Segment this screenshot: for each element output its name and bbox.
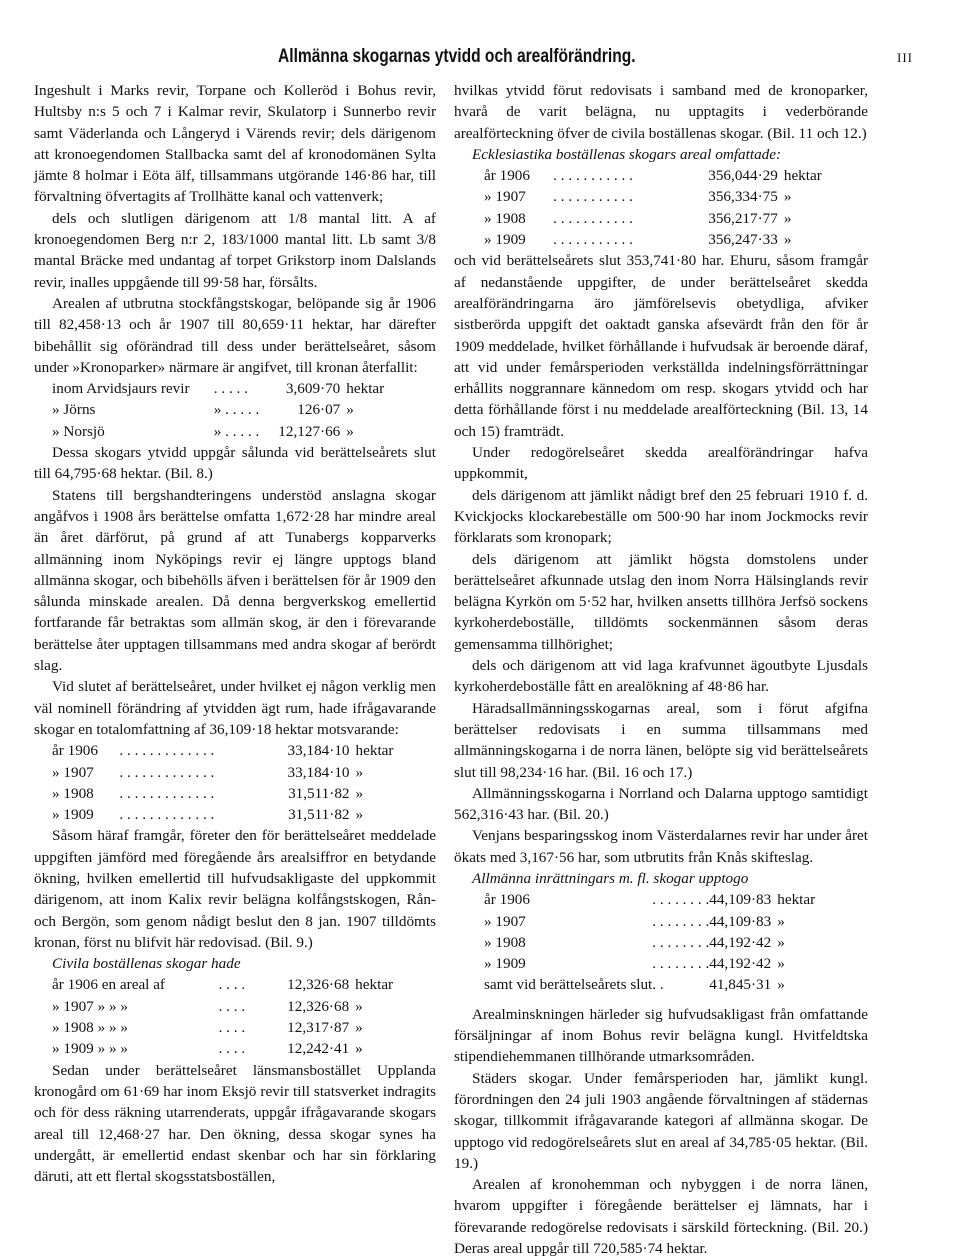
row-unit: »: [355, 763, 364, 781]
table-row: [52, 1038, 414, 1059]
table-row: [484, 953, 815, 974]
row-label: år 1906 en areal af: [52, 976, 165, 994]
row-label: » 1908: [484, 933, 526, 951]
row-label: samt vid berättelseårets slut: [484, 976, 653, 994]
paragraph: Ingeshult i Marks revir, Torpane och Kolleröd i Bohus revir, Hultsby n:s 5 och 7 i Kalmar revir, Skulatorp i Sunnerbo revir samt Väderlanda och Långeryd i Värends revir; dels därigenom att kronoegendomen Stallbacka samt del af kronodomänen Sylta jämte 8 holmar i Eöta älf, tillsammans utgörande 146·86 har, till förvaltning öfvertagits af Trollhätte kanal och vattenverk;: [34, 82, 436, 206]
dot-leader: . . . . . . . . . . . . .: [119, 763, 215, 781]
row-value: 356,044·29: [708, 167, 778, 185]
row-unit: »: [777, 912, 785, 930]
row-unit: »: [783, 209, 792, 227]
row-label: år 1906: [484, 891, 530, 909]
dot-leader: . . . . . . . . . . .: [553, 231, 633, 249]
row-label: » 1907 » » »: [52, 997, 128, 1015]
row-label: » Norsjö: [52, 422, 105, 440]
dot-leader: . . . . . . . .: [652, 933, 710, 951]
table-row: [52, 421, 392, 442]
row-unit: »: [783, 188, 792, 206]
row-unit: »: [346, 422, 354, 440]
dot-leader: . . . . . . . . . . . . .: [119, 806, 215, 824]
paragraph: Allmänna inrättningars m. fl. skogar upptogo: [472, 869, 749, 887]
row-unit: »: [355, 1040, 363, 1058]
dot-leader: » . . . . .: [213, 401, 260, 419]
dot-leader: . . . .: [218, 1040, 246, 1058]
row-unit: hektar: [355, 742, 394, 760]
paragraph: och vid berättelseårets slut 353,741·80 har. Ehuru, såsom framgår af nedanstående uppgifter, de under berättelseåret skedda arealförändringarna äro jämförelsevis obetydliga, afviker sistberörda uppgift det oaktadt ganska afsevärdt från den för år 1909 meddelade, hvilket förhållande i hufvudsak är beroende däraf, att vid under femårsperioden verkställda indelningsförrättningar erhållits noggrannare kännedom om resp. skogars ytvidd och har detta förhållande först i nu meddelade arealförteckning (Bil. 13, 14 och 15) framträdt.: [454, 252, 868, 440]
page-heading: Allmänna skogarnas ytvidd och arealförändring.: [278, 46, 636, 67]
table-row: [52, 974, 414, 995]
paragraph: Vid slutet af berättelseåret, under hvilket ej någon verklig men väl nominell förändring af ytvidden ägt rum, hade ifrågavarande skogar en totalomfattning af 36,109·18 hektar motsvarande:: [34, 678, 436, 738]
row-value: 126·07: [297, 401, 341, 419]
paragraph: dels och slutligen därigenom att 1/8 mantal litt. A af kronoegendomen Berg n:r 2, 183/1000 mantal litt. Lb samt 3/8 mantal Bräcke med undantag af torpet Grikstorp inom Dalslands revir, inalles uppgående till 99·58 har, försålts.: [34, 209, 436, 291]
row-unit: »: [355, 784, 364, 802]
left-column: [34, 80, 436, 1187]
table-row: [52, 996, 414, 1017]
row-unit: »: [783, 231, 792, 249]
row-value: 44,192·42: [709, 933, 772, 951]
row-label: » 1907: [484, 912, 526, 930]
row-value: 33,184·10: [287, 742, 350, 760]
dot-leader: . . . . .: [213, 380, 248, 398]
paragraph: Arealminskningen härleder sig hufvudsakligast från omfattande försäljningar af inom Bohus revir belägna kungl. Hvitfeldtska stipendiehemmanen tillhörande utmarksområden.: [454, 1005, 868, 1066]
row-value: 44,109·83: [709, 891, 772, 909]
row-value: 12,317·87: [287, 1019, 350, 1037]
row-value: 356,247·33: [708, 231, 778, 249]
row-label: » 1907: [52, 763, 94, 781]
row-value: 356,217·77: [708, 209, 778, 227]
area-table-inrattningar: [484, 889, 815, 995]
page-number: III: [897, 50, 913, 65]
row-label: » 1909: [484, 955, 526, 973]
paragraph: hvilkas ytvidd förut redovisats i samband med de kronoparker, hvarå de varit belägna, nu upptagits i vederbörande arealförteckning öfver de civila boställenas skogar. (Bil. 11 och 12.): [454, 82, 868, 142]
table-row: [52, 378, 392, 399]
dot-leader: . . . .: [218, 997, 246, 1015]
table-row: [484, 889, 815, 910]
table-row: [484, 974, 815, 995]
row-label: år 1906: [484, 167, 530, 185]
dot-leader: . . . . . . . . . . . . .: [119, 742, 215, 760]
table-row: [52, 804, 414, 825]
table-row: [52, 783, 414, 804]
area-table-civila: [52, 974, 414, 1059]
dot-leader: . . . . . . . . . . .: [553, 167, 633, 185]
paragraph: Häradsallmänningsskogarnas areal, som i förut afgifna berättelser redovisats i en summa tillsammans med allmänningskogarna i de norra länen, belöpte sig vid berättelseårets slut till 98,234·16 har. (Bil. 16 och 17.): [454, 699, 868, 781]
row-label: » Jörns: [52, 401, 96, 419]
running-header: [0, 46, 960, 72]
row-unit: »: [777, 955, 785, 973]
paragraph: Arealen af kronohemman och nybyggen i de norra länen, hvarom uppgifter i föregående berättelser ej lämnats, har i förevarande redogörelse redovisats i särskild förteckning. (Bil. 20.) Deras areal uppgår till 720,585·74 hektar.: [454, 1176, 868, 1258]
dot-leader: » . . . . .: [213, 422, 260, 440]
table-row: [52, 399, 392, 420]
row-unit: hektar: [777, 891, 816, 909]
paragraph: Allmänningsskogarna i Norrland och Dalarna upptogo samtidigt 562,316·43 har. (Bil. 20.): [454, 784, 868, 824]
row-unit: »: [355, 806, 364, 824]
table-row: [52, 762, 414, 783]
paragraph: Venjans besparingsskog inom Västerdalarnes revir har under året ökats med 3,167·56 har, som utbrutits från Knås skifteslag.: [454, 827, 868, 866]
dot-leader: . . . . . . . . . . . . .: [119, 784, 215, 802]
table-row: [484, 911, 815, 932]
row-unit: »: [355, 1019, 363, 1037]
paragraph: Sedan under berättelseåret länsmansbostället Upplanda kronogård om 61·69 har inom Eksjö revir till statsverket indragits och för dess räkning utarrenderats, uppgår ifrågavarande skogars areal till 12,468·27 har. Den ökning, dessa skogar synes ha undergått, är emellertid endast skenbar och har sin förklaring däruti, att ett flertal skogsstatsboställen,: [34, 1061, 436, 1186]
table-row: [52, 1017, 414, 1038]
row-label: » 1908 » » »: [52, 1019, 128, 1037]
area-table-ecklesiastika: [484, 165, 844, 250]
row-label: » 1908: [52, 784, 94, 802]
table-row: [52, 740, 414, 761]
row-value: 356,334·75: [708, 188, 778, 206]
dot-leader: . . . . . . . . . . .: [553, 209, 633, 227]
paragraph: Civila boställenas skogar hade: [52, 955, 241, 973]
row-label: » 1909 » » »: [52, 1040, 128, 1058]
paragraph: Ecklesiastika boställenas skogars areal omfattade:: [472, 145, 782, 163]
row-value: 12,326·68: [287, 997, 350, 1015]
paragraph: Städers skogar. Under femårsperioden har, jämlikt kungl. förordningen den 24 juli 1903 angående förvaltningen af städernas skogar, tillkommit ifrågavarande kategori af allmänna skogar. De upptogo vid redogörelseårets slut en areal af 34,785·05 hektar. (Bil. 19.): [454, 1069, 868, 1172]
row-value: 31,511·82: [288, 806, 350, 824]
dot-leader: . . . . . . . .: [652, 912, 710, 930]
row-label: » 1908: [484, 209, 526, 227]
table-row: [484, 229, 844, 250]
row-label: » 1909: [484, 231, 526, 249]
row-unit: »: [777, 976, 785, 994]
row-value: 41,845·31: [709, 976, 772, 994]
row-value: 33,184·10: [287, 763, 350, 781]
row-value: 12,242·41: [287, 1040, 350, 1058]
right-column: [454, 80, 868, 1259]
paragraph: Statens till bergshandteringens understöd anslagna skogar angåfvos i 1908 års berättelse omfatta 1,672·28 har mindre areal än året därförut, på grund af att Tunabergs kopparverks allmänning inom Nyköpings revir ej längre upptogs bland allmänna skogar, och bibehölls äfven i berättelsen för år 1909 den sålunda minskade arealen. Då denna bergverkskog emellertid fortfarande får betraktas som allmän skog, är den i förevarande berättelse åter upptagen tillsammans med andra skogar af berördt slag.: [34, 486, 436, 675]
row-label: inom Arvidsjaurs revir: [52, 380, 190, 398]
row-label: » 1909: [52, 806, 94, 824]
row-unit: hektar: [346, 380, 385, 398]
paragraph: dels och därigenom att vid laga krafvunnet ägoutbyte Ljusdals kyrkoherdeboställe fått en arealökning af 48·86 har.: [454, 657, 868, 696]
table-row: [484, 186, 844, 207]
row-unit: »: [355, 997, 363, 1015]
row-unit: hektar: [355, 976, 394, 994]
paragraph: Dessa skogars ytvidd uppgår sålunda vid berättelseårets slut till 64,795·68 hektar. (Bil. 8.): [34, 444, 436, 483]
table-row: [484, 165, 844, 186]
row-label: år 1906: [52, 742, 98, 760]
paragraph: dels därigenom att jämlikt högsta domstolens under berättelseåret afkunnade utslag den inom Norra Hälsinglands revir belägna Kyrkön om 5·52 har, hvilken ansetts tillhöra Jerfsö sockens kyrkoherdeboställe, tilldömts sockenmännen såsom deras gemensamma tillhörighet;: [454, 550, 868, 653]
dot-leader: . . . .: [218, 1019, 246, 1037]
row-value: 44,192·42: [709, 955, 772, 973]
area-table-stockfangst: [52, 378, 392, 442]
row-value: 12,127·66: [278, 422, 341, 440]
dot-leader: . .: [652, 976, 664, 994]
paragraph: Arealen af utbrutna stockfångstskogar, belöpande sig år 1906 till 82,458·13 och år 1907 till 80,659·11 hektar, har därefter bibehållit sig oförändrad till dess under berättelseåret, såsom under »Kronoparker» närmare är angifvet, till kronan återfallit:: [34, 294, 436, 376]
dot-leader: . . . . . . . .: [652, 955, 710, 973]
row-unit: »: [777, 933, 785, 951]
paragraph: Såsom häraf framgår, företer den för berättelseåret meddelade uppgiften jämförd med föregående års arealsiffror en betydande ökning, hvilken emellertid till hufvudsakligaste del uppkommit därigenom, att inom Kalix revir belägna kolfångstskogen, Rån- och Bergön, som genom nådigt beslut den 8 jan. 1907 tilldömts kronan, först nu blifvit här redovisad. (Bil. 9.): [34, 827, 436, 951]
row-value: 44,109·83: [709, 912, 772, 930]
table-row: [484, 208, 844, 229]
row-label: » 1907: [484, 188, 526, 206]
row-value: 12,326·68: [287, 976, 350, 994]
row-unit: »: [346, 401, 354, 419]
area-table-bergshandtering: [52, 740, 414, 825]
paragraph: dels därigenom att jämlikt nådigt bref den 25 februari 1910 f. d. Kvickjocks klockarebeställe om 500·90 har inom Jockmocks revir förklarats som kronopark;: [454, 486, 868, 547]
dot-leader: . . . . . . . .: [652, 891, 710, 909]
dot-leader: . . . .: [218, 976, 246, 994]
table-row: [484, 932, 815, 953]
row-unit: hektar: [783, 167, 822, 185]
row-value: 3,609·70: [285, 380, 341, 398]
row-value: 31,511·82: [288, 784, 350, 802]
paragraph: Under redogörelseåret skedda arealförändringar hafva uppkommit,: [454, 444, 868, 483]
dot-leader: . . . . . . . . . . .: [553, 188, 633, 206]
